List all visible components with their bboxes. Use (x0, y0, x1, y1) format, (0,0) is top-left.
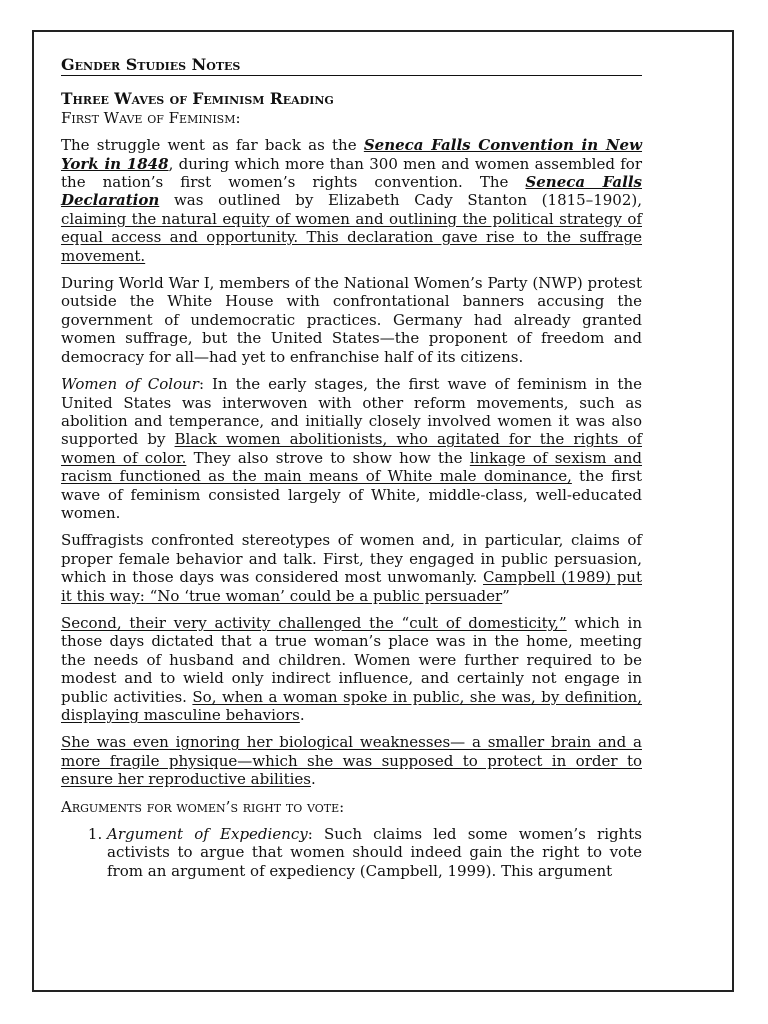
paragraph-biological-weaknesses (61, 733, 642, 788)
text-run: They also strove to show how the (186, 448, 470, 467)
text-run: : In the early stages, the first wave of feminism in the United States was interwoven with other reform movements, such as abolition and temperance, and initially closely involved women it was also supported by (61, 375, 642, 449)
underlined-text: Second, their very activity challenged the “cult of domesticity,” (61, 613, 567, 632)
arguments-list (61, 825, 642, 880)
arguments-heading: Arguments for women’s right to vote: (61, 797, 345, 816)
text-run: Suffragists confronted stereotypes of women and, in particular, claims of proper female behavior and talk. First, they engaged in public persuasion, which in those days was considered most unwomanly. (61, 531, 642, 587)
text-run: which in those days dictated that a true woman’s place was in the home, meeting the needs of husband and children. Women were further required to be modest and to wield only indirect influence, and certainly not engage in public activities. (61, 613, 642, 706)
text-run: . (310, 770, 316, 789)
text-run: The struggle went as far back as the (61, 136, 364, 155)
paragraph-world-war-i: During World War I, members of the National Women’s Party (NWP) protest outside the White House with confrontational banners accusing the government of undemocratic practices. Germany had already granted women suffrage, but the United States—the proponent of freedom and democracy for all—had yet to enfranchise half of its citizens. (61, 274, 642, 366)
paragraph-seneca-falls (61, 136, 642, 265)
underlined-text: linkage of sexism and racism functioned as the main means of White male dominance, (61, 448, 642, 486)
reading-title: Three Waves of Feminism Reading (61, 89, 334, 109)
underlined-text: Campbell (1989) put it this way: “No ‘true woman’ could be a public persuader (61, 568, 642, 605)
underlined-text: So, when a woman spoke in public, she was, by definition, displaying masculine behaviors (61, 687, 642, 724)
emphasized-term: Seneca Falls Declaration (61, 173, 642, 210)
text-run: the first wave of feminism consisted largely of White, middle-class, well-educated women. (61, 467, 642, 522)
underlined-text: claiming the natural equity of women and outlining the political strategy of equal access and opportunity. This declaration gave rise to the suffrage movement. (61, 209, 642, 265)
document-body (61, 56, 642, 880)
argument-text: : Such claims led some women’s rights activists to argue that women should indeed gain the right to vote from an argument of expediency (Campbell, 1999). This argument (107, 825, 642, 880)
text-run: , during which more than 300 men and women assembled for the nation’s first women’s rights convention. The (61, 154, 642, 192)
paragraph-suffragists (61, 531, 642, 605)
text-run: ” (502, 586, 510, 605)
underlined-text: Black women abolitionists, who agitated for the rights of women of color. (61, 430, 642, 467)
document-title: Gender Studies Notes (61, 56, 642, 76)
section-subheading: First Wave of Feminism: (61, 108, 241, 127)
underlined-text: She was even ignoring her biological weaknesses— a smaller brain and a more fragile physique—which she was supposed to protect in order to ensure her reproductive abilities (61, 733, 642, 789)
emphasized-term: Seneca Falls Convention in New York in 1848 (61, 136, 643, 173)
list-item (107, 825, 642, 880)
argument-title: Argument of Expediency (107, 825, 308, 844)
text-run: . (299, 706, 305, 724)
italic-label: Women of Colour (61, 375, 199, 394)
paragraph-cult-of-domesticity (61, 614, 642, 724)
text-run: was outlined by Elizabeth Cady Stanton (1815–1902), (159, 191, 642, 210)
paragraph-women-of-colour (61, 375, 642, 522)
